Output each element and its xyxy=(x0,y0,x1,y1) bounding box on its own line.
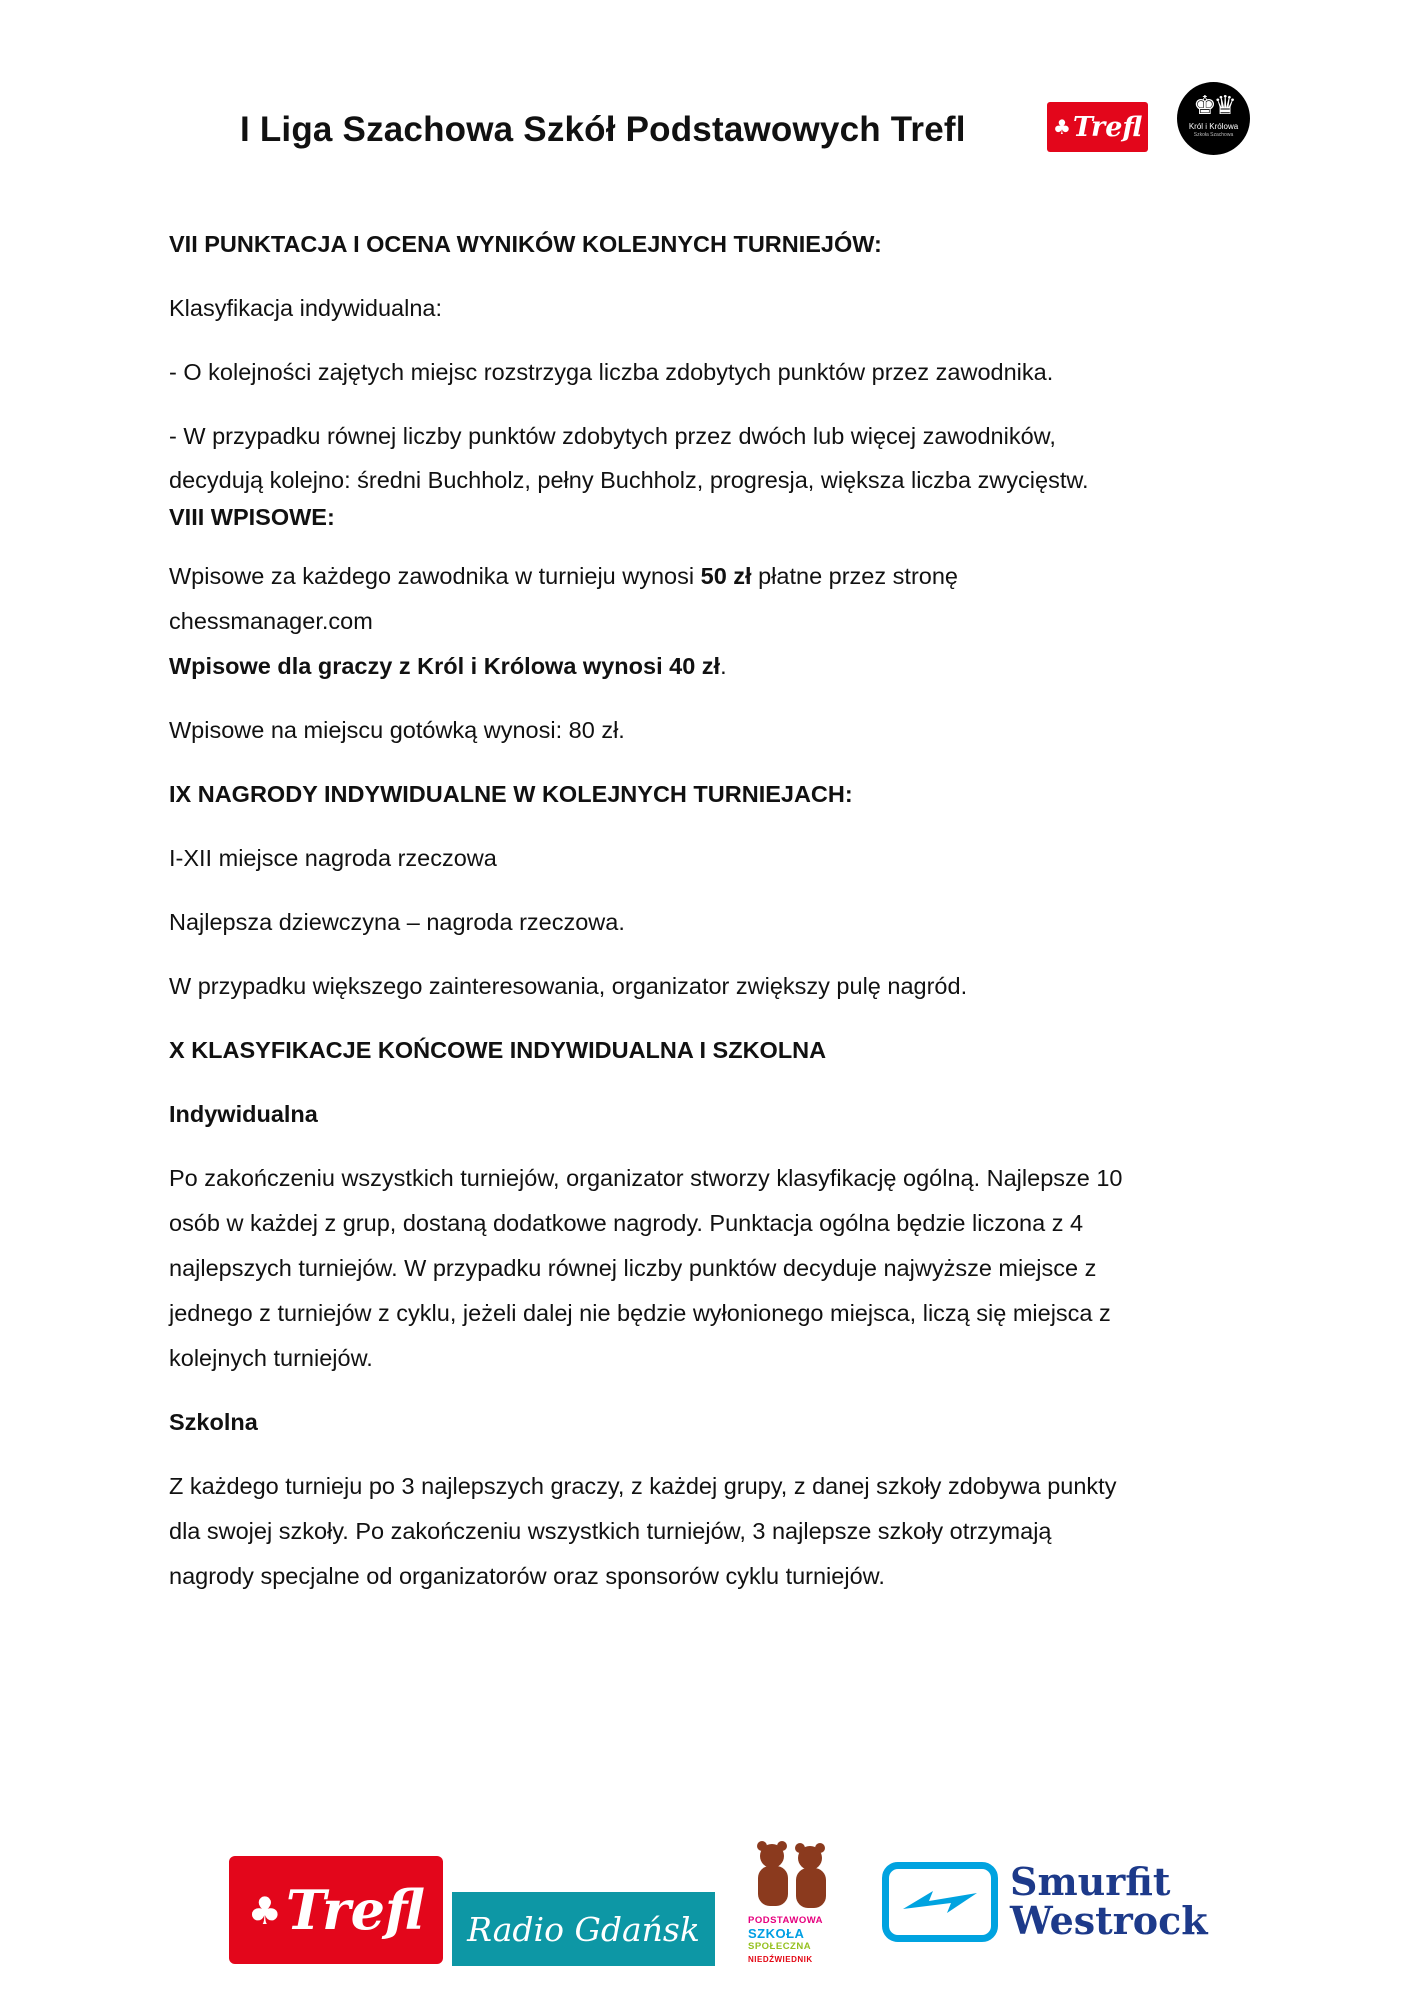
smurfit-westrock-icon xyxy=(882,1862,998,1942)
section-viii-heading: VIII WPISOWE: xyxy=(169,504,335,530)
sponsor-footer xyxy=(0,1840,1414,1990)
school-logo-line: SZKOŁA xyxy=(748,1926,805,1941)
section-ix-paragraph-1: I-XII miejsce nagroda rzeczowa xyxy=(169,845,497,871)
trefl-sponsor-logo xyxy=(229,1856,443,1964)
section-vii-subheading: Klasyfikacja indywidualna: xyxy=(169,295,443,321)
section-x-subheading-school: Szkolna xyxy=(169,1409,258,1435)
section-vii-paragraph-2-line-2: decydują kolejno: średni Buchholz, pełny Buchholz, progresja, większa liczba zwycięstw. xyxy=(169,467,1089,493)
trefl-logo xyxy=(1047,102,1148,152)
section-vii-paragraph-2-line-1: - W przypadku równej liczby punktów zdobytych przez dwóch lub więcej zawodników, xyxy=(169,423,1056,449)
section-viii-paragraph-1-line-2: chessmanager.com xyxy=(169,608,373,634)
krol-i-krolowa-logo xyxy=(1177,82,1250,155)
entry-fee-amount: 50 zł xyxy=(700,563,752,589)
section-viii-paragraph-2 xyxy=(169,644,1259,689)
section-ix-heading: IX NAGRODY INDYWIDUALNE W KOLEJNYCH TURNIEJACH: xyxy=(169,781,853,807)
section-x-subheading-individual: Indywidualna xyxy=(169,1101,318,1127)
paragraph-line: osób w każdej z grup, dostaną dodatkowe nagrody. Punktacja ogólna będzie liczona z 4 xyxy=(169,1210,1084,1236)
trefl-logo-text: Trefl xyxy=(1072,111,1143,143)
clover-icon: ♣ xyxy=(247,1887,282,1933)
section-viii-paragraph-3: Wpisowe na miejscu gotówką wynosi: 80 zł. xyxy=(169,717,625,743)
entry-fee-text-before: Wpisowe za każdego zawodnika w turnieju wynosi xyxy=(169,563,701,589)
paragraph-line: kolejnych turniejów. xyxy=(169,1345,373,1371)
smurfit-text: Smurfit xyxy=(1010,1859,1171,1904)
section-x-heading: X KLASYFIKACJE KOŃCOWE INDYWIDUALNA I SZKOLNA xyxy=(169,1037,827,1063)
section-ix-paragraph-2: Najlepsza dziewczyna – nagroda rzeczowa. xyxy=(169,909,625,935)
paragraph-line: najlepszych turniejów. W przypadku równej liczby punktów decyduje najwyższe miejsce z xyxy=(169,1255,1097,1281)
paragraph-line: dla swojej szkoły. Po zakończeniu wszystkich turniejów, 3 najlepsze szkoły otrzymają xyxy=(169,1518,1052,1544)
krol-logo-sub: Szkoła Szachowa xyxy=(1193,132,1234,138)
school-logo xyxy=(748,1840,834,1970)
radio-gdansk-logo xyxy=(452,1892,715,1966)
member-fee-period: . xyxy=(720,653,727,679)
school-logo-text xyxy=(748,1914,834,1966)
section-x-individual-paragraph xyxy=(169,1156,1259,1381)
krol-logo-name: Król i Królowa xyxy=(1188,122,1239,131)
westrock-text: Westrock xyxy=(1010,1898,1208,1943)
section-vii-paragraph-1: - O kolejności zajętych miejsc rozstrzyga liczba zdobytych punktów przez zawodnika. xyxy=(169,359,1054,385)
trefl-sponsor-text: Trefl xyxy=(285,1878,425,1942)
paragraph-line: nagrody specjalne od organizatorów oraz sponsorów cyklu turniejów. xyxy=(169,1563,885,1589)
school-logo-line: NIEDŹWIEDNIK xyxy=(748,1955,813,1964)
document-body xyxy=(169,222,1259,1599)
paragraph-line: jednego z turniejów z cyklu, jeżeli dalej nie będzie wyłonionego miejsca, liczą się miejsca z xyxy=(169,1300,1111,1326)
member-fee-text: Wpisowe dla graczy z Król i Królowa wynosi 40 zł xyxy=(169,653,721,679)
page-header xyxy=(0,78,1414,188)
paragraph-line: Z każdego turnieju po 3 najlepszych graczy, z każdej grupy, z danej szkoły zdobywa punkty xyxy=(169,1473,1117,1499)
section-x-school-paragraph xyxy=(169,1464,1259,1599)
clover-icon: ♣ xyxy=(1052,115,1071,139)
smurfit-westrock-logo xyxy=(1010,1859,1208,1943)
section-ix-paragraph-3: W przypadku większego zainteresowania, organizator zwiększy pulę nagród. xyxy=(169,973,968,999)
radio-gdansk-text: Radio Gdańsk xyxy=(467,1909,700,1949)
entry-fee-text-after: płatne przez stronę xyxy=(751,563,958,589)
school-logo-line: SPOŁECZNA xyxy=(748,1941,812,1952)
chess-pieces-icon: ♚♛ xyxy=(1193,90,1234,120)
smurfit-wave-icon xyxy=(889,1869,991,1935)
section-viii-paragraph-1 xyxy=(169,554,1259,599)
page-title: I Liga Szachowa Szkół Podstawowych Trefl xyxy=(240,110,966,149)
bears-icon xyxy=(748,1840,834,1912)
section-vii-heading: VII PUNKTACJA I OCENA WYNIKÓW KOLEJNYCH TURNIEJÓW: xyxy=(169,231,882,257)
paragraph-line: Po zakończeniu wszystkich turniejów, organizator stworzy klasyfikację ogólną. Najlepsze 10 xyxy=(169,1165,1123,1191)
school-logo-line: PODSTAWOWA xyxy=(748,1915,824,1926)
